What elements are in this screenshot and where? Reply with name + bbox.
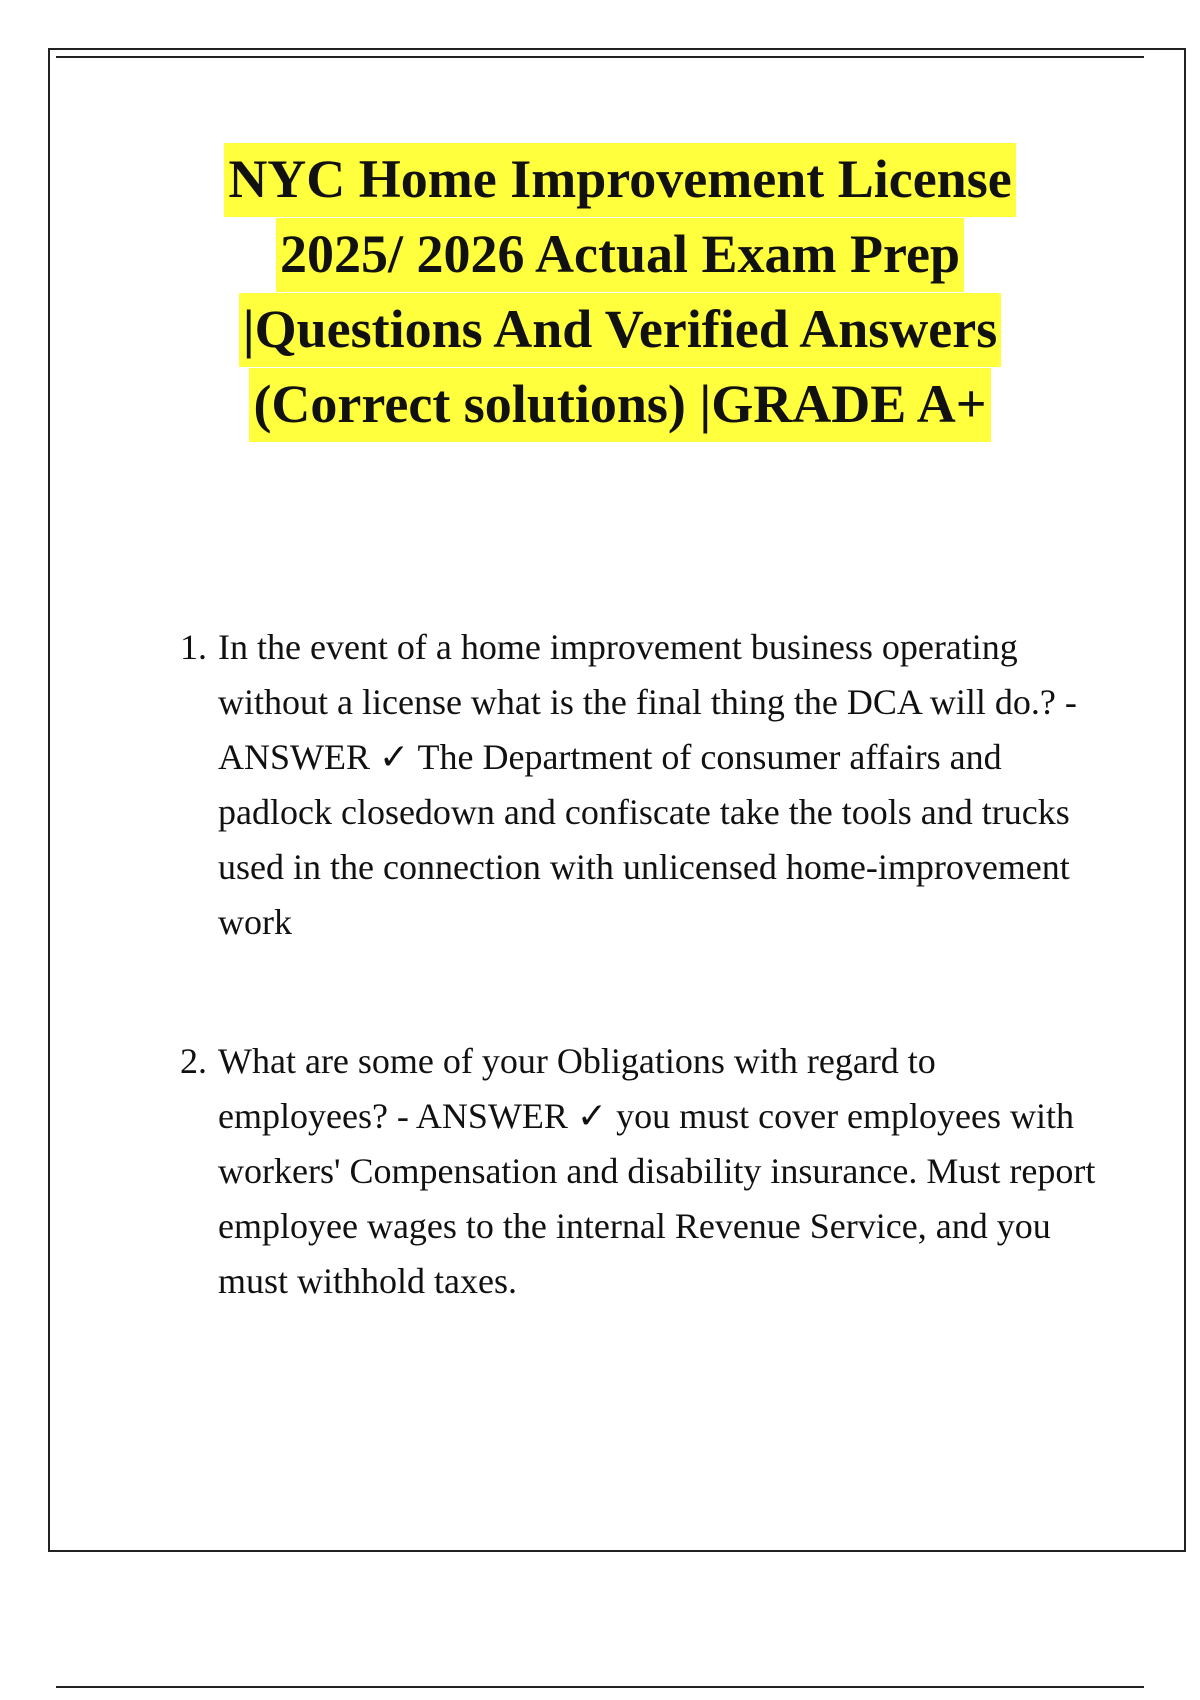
title-line-2: 2025/ 2026 Actual Exam Prep: [276, 218, 964, 292]
question-item-1: [180, 620, 1100, 950]
question-number: 2.: [180, 1041, 207, 1081]
top-rule: [56, 56, 1144, 58]
question-text: What are some of your Obligations with regard to employees? - ANSWER ✓ you must cover employees with workers' Compensation and disability insurance. Must report employee wages to the internal Revenue Service, and you must withhold taxes.: [218, 1041, 1096, 1301]
document-title: [100, 143, 1140, 443]
title-line-1: NYC Home Improvement License: [224, 143, 1015, 217]
bottom-rule: [56, 1686, 1144, 1688]
title-line-4: (Correct solutions) |GRADE A+: [249, 368, 990, 442]
question-number: 1.: [180, 627, 207, 667]
question-item-2: [180, 1034, 1100, 1309]
question-text: In the event of a home improvement business operating without a license what is the final thing the DCA will do.? - ANSWER ✓ The Department of consumer affairs and padlock closedown and confiscate take the tools and trucks used in the connection with unlicensed home-improvement work: [218, 627, 1077, 942]
title-line-3: |Questions And Verified Answers: [239, 293, 1002, 367]
question-list: [180, 620, 1100, 1309]
